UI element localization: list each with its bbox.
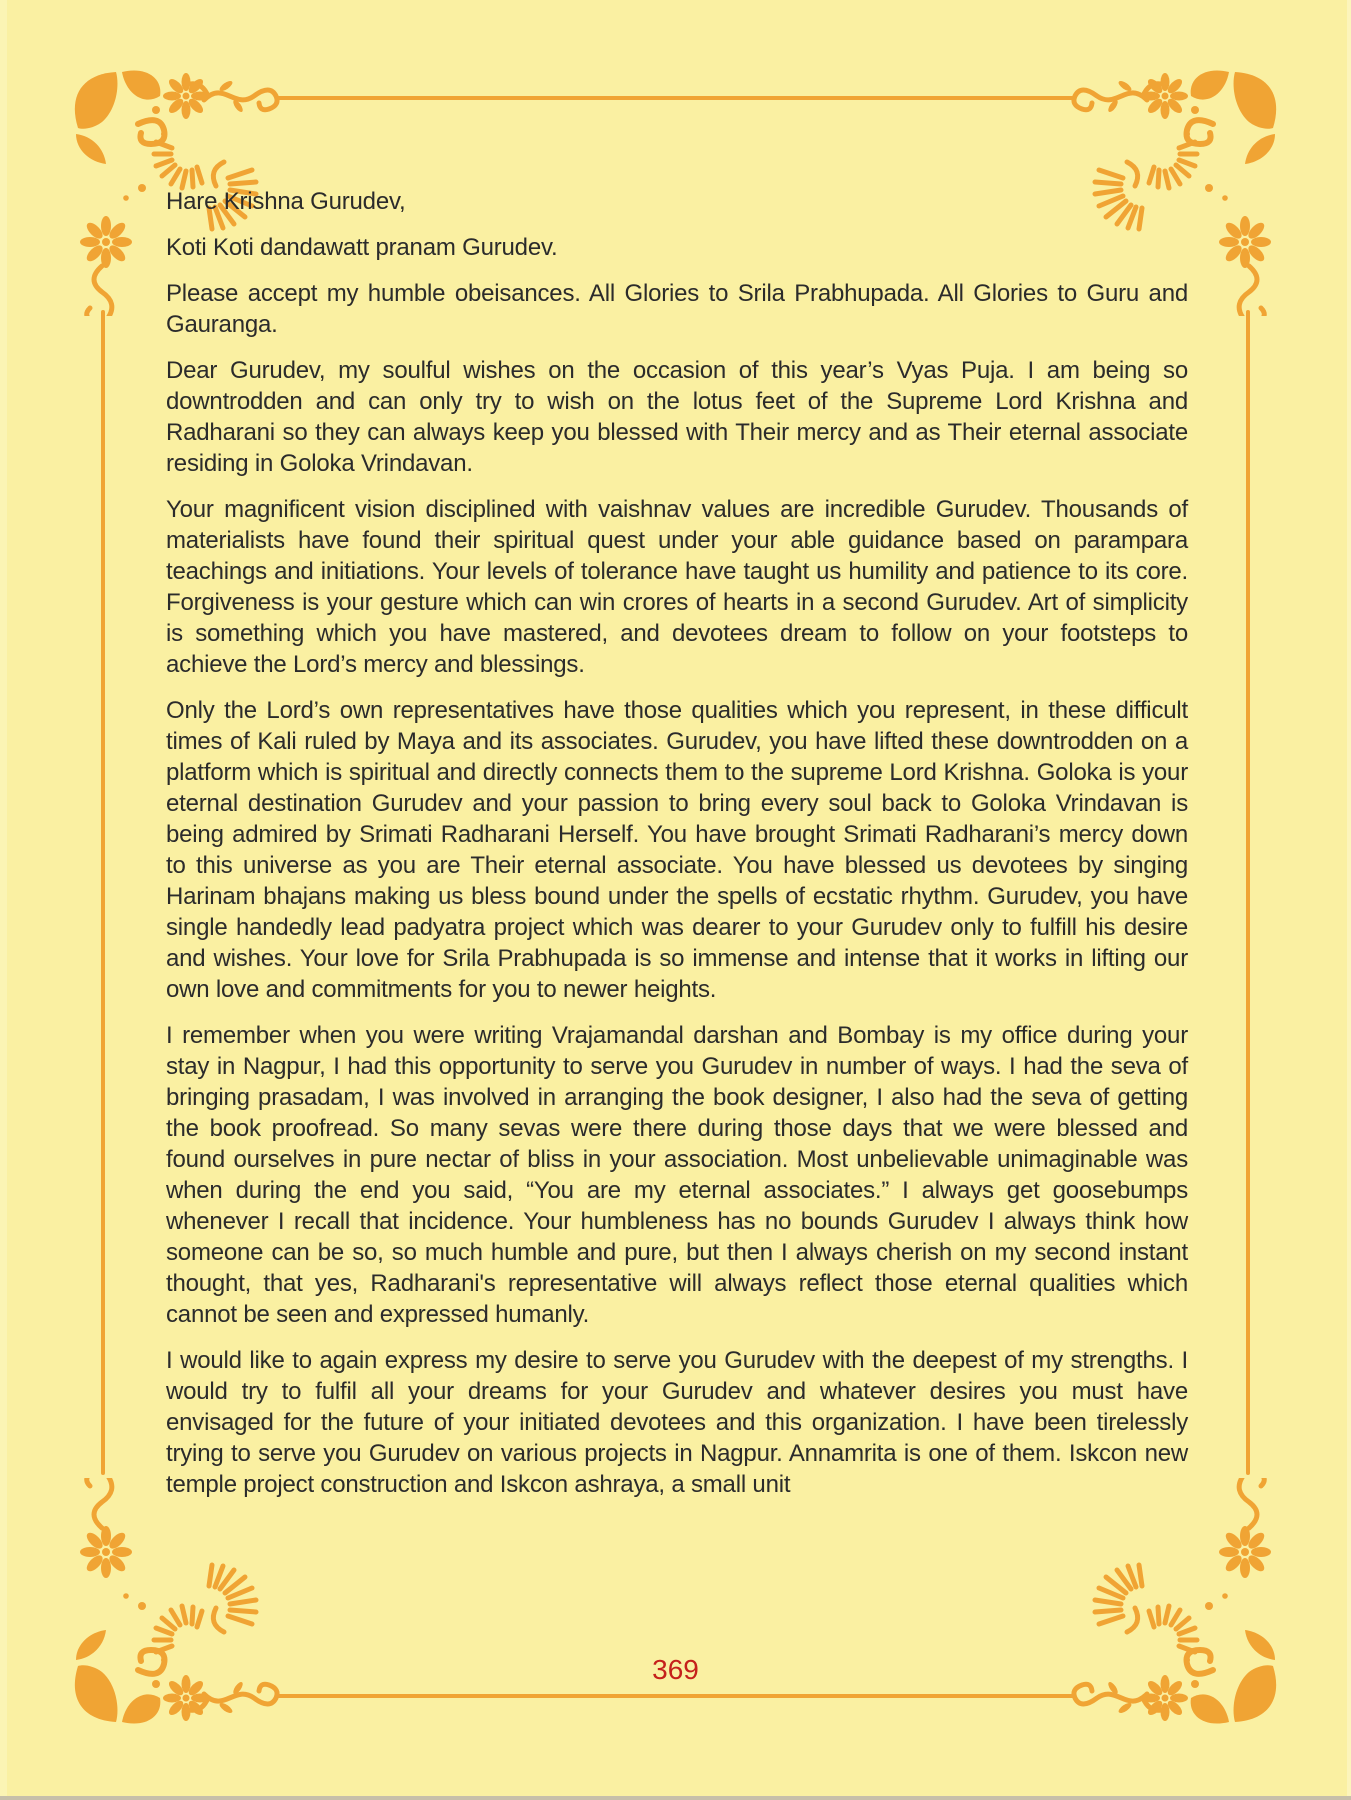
letter-paragraph: Please accept my humble obeisances. All Glories to Srila Prabhupada. All Glories to Guru and Gauranga.: [166, 280, 1188, 338]
letter-paragraph: Koti Koti dandawatt pranam Gurudev.: [166, 234, 558, 261]
letter-paragraph: I remember when you were writing Vrajamandal darshan and Bombay is my office during your stay in Nagpur, I had this opportunity to serve you Gurudev in number of ways. I had the seva of bringing prasadam, I was involved in arranging the book designer, I also had the seva of getting the book proofread. So many sevas were there during those days that we were blessed and found ourselves in pure nectar of bliss in your association. Most unbelievable unimaginable was when during the end you said, “You are my eternal associates.” I always get goosebumps whenever I recall that incidence. Your humbleness has no bounds Gurudev I always think how someone can be so, so much humble and pure, but then I always cherish on my second instant thought, that yes, Radharani's representative will always reflect those eternal qualities which cannot be seen and expressed humanly.: [166, 1022, 1188, 1328]
frame-rule-top: [276, 96, 1074, 100]
frame-rule-bottom: [276, 1694, 1074, 1698]
frame-rule-right: [1246, 310, 1250, 1475]
letter-paragraph: I would like to again express my desire to serve you Gurudev with the deepest of my strengths. I would try to fulfil all your dreams for your Gurudev and whatever desires you must have envisaged for the future of your initiated devotees and this organization. I have been tirelessly trying to serve you Gurudev on various projects in Nagpur. Annamrita is one of them. Iskcon new temple project construction and Iskcon ashraya, a small unit: [166, 1347, 1188, 1498]
corner-flourish-icon: [1068, 1478, 1283, 1728]
page-number: 369: [652, 1654, 699, 1685]
scan-edge-bottom: [0, 1796, 1351, 1800]
frame-rule-left: [101, 310, 105, 1475]
letter-paragraph: Only the Lord’s own representatives have those qualities which you represent, in these difficult times of Kali ruled by Maya and its associates. Gurudev, you have lifted these downtrodden on a platform which is spiritual and directly connects them to the supreme Lord Krishna. Goloka is your eternal destination Gurudev and your passion to bring every soul back to Goloka Vrindavan is being admired by Srimati Radharani Herself. You have brought Srimati Radharani’s mercy down to this universe as you are Their eternal associate. You have blessed us devotees by singing Harinam bhajans making us bless bound under the spells of ecstatic rhythm. Gurudev, you have single handedly lead padyatra project which was dearer to your Gurudev only to fulfill his desire and wishes. Your love for Srila Prabhupada is so immense and intense that it works in lifting our own love and commitments for you to newer heights.: [166, 697, 1188, 1003]
letter-body: [166, 186, 1188, 1515]
scan-edge-right: [1347, 0, 1351, 1800]
letter-salutation: Hare Krishna Gurudev,: [166, 188, 406, 215]
corner-flourish-icon: [68, 1478, 283, 1728]
letter-paragraph: Your magnificent vision disciplined with vaishnav values are incredible Gurudev. Thousands of materialists have found their spiritual quest under your able guidance based on parampara teachings and initiations. Your levels of tolerance have taught us humility and patience to its core. Forgiveness is your gesture which can win crores of hearts in a second Gurudev. Art of simplicity is something which you have mastered, and devotees dream to follow on your footsteps to achieve the Lord’s mercy and blessings.: [166, 496, 1188, 678]
letter-paragraph: Dear Gurudev, my soulful wishes on the occasion of this year’s Vyas Puja. I am being so downtrodden and can only try to wish on the lotus feet of the Supreme Lord Krishna and Radharani so they can always keep you blessed with Their mercy and as Their eternal associate residing in Goloka Vrindavan.: [166, 357, 1188, 477]
scan-edge-left: [0, 0, 7, 1800]
